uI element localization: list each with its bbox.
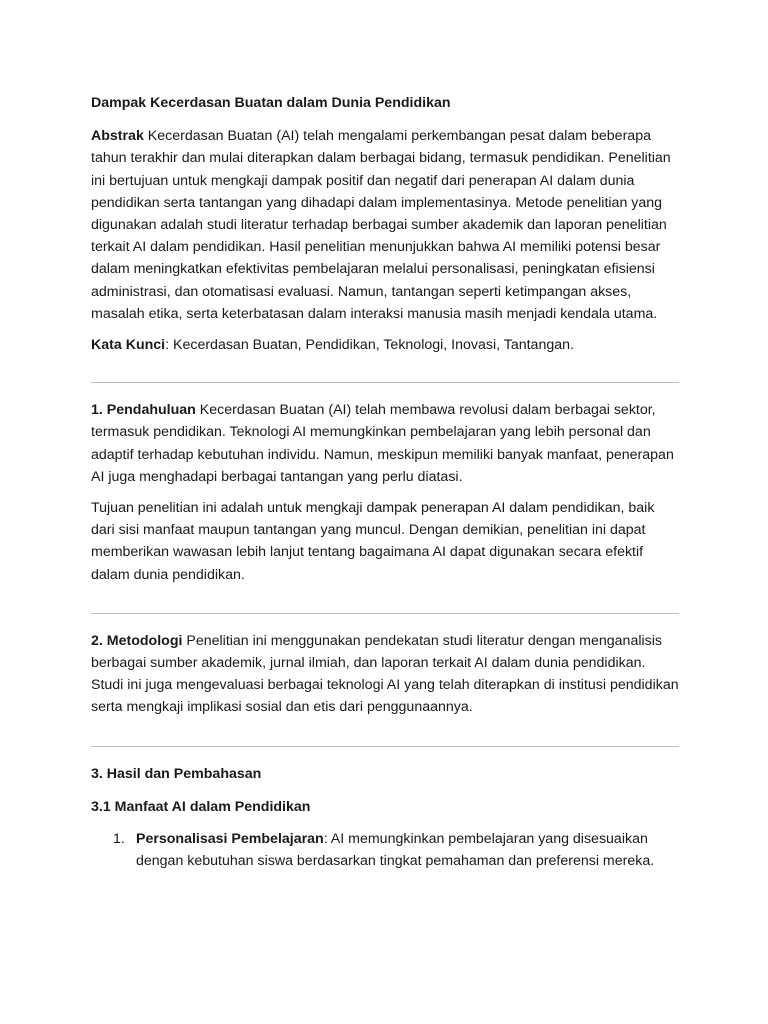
abstract-label: Abstrak <box>91 128 144 145</box>
section-divider <box>91 382 679 383</box>
methodology-heading: 2. Metodologi <box>91 632 183 649</box>
list-item-term: Personalisasi Pembelajaran <box>136 831 324 848</box>
benefits-subheading: 3.1 Manfaat AI dalam Pendidikan <box>91 798 311 815</box>
results-heading: 3. Hasil dan Pembahasan <box>91 765 262 782</box>
keywords-label: Kata Kunci <box>91 337 166 354</box>
list-item <box>91 828 679 872</box>
introduction-text-1: Kecerdasan Buatan (AI) telah membawa revolusi dalam berbagai sektor, termasuk pendidikan. Teknologi AI memungkinkan pembelajaran yang lebih personal dan adaptif terhadap kebutuhan individu. Namun, meskipun memiliki banyak manfaat, penerapan AI juga menghadapi berbagai tantangan yang perlu diatasi. <box>91 402 674 485</box>
methodology-paragraph <box>91 630 679 719</box>
list-item-text: : AI memungkinkan pembelajaran yang disesuaikan dengan kebutuhan siswa berdasarkan tingkat pemahaman dan preferensi mereka. <box>136 831 655 870</box>
keywords-paragraph <box>91 334 679 356</box>
document-page <box>91 92 679 872</box>
introduction-heading: 1. Pendahuluan <box>91 402 196 419</box>
benefits-list <box>91 828 679 872</box>
document-title: Dampak Kecerdasan Buatan dalam Dunia Pendidikan <box>91 95 451 111</box>
abstract-text: Kecerdasan Buatan (AI) telah mengalami perkembangan pesat dalam beberapa tahun terakhir dan mulai diterapkan dalam berbagai bidang, termasuk pendidikan. Penelitian ini bertujuan untuk mengkaji dampak positif dan negatif dari penerapan AI dalam dunia pendidikan serta tantangan yang dihadapi dalam implementasinya. Metode penelitian yang digunakan adalah studi literatur terhadap berbagai sumber akademik dan laporan penelitian terkait AI dalam pendidikan. Hasil penelitian menunjukkan bahwa AI memiliki potensi besar dalam meningkatkan efektivitas pembelajaran melalui personalisasi, peningkatan efisiensi administrasi, dan otomatisasi evaluasi. Namun, tantangan seperti ketimpangan akses, masalah etika, serta keterbatasan dalam interaksi manusia masih menjadi kendala utama. <box>91 128 671 322</box>
methodology-text: Penelitian ini menggunakan pendekatan studi literatur dengan menganalisis berbagai sumber akademik, jurnal ilmiah, dan laporan terkait AI dalam dunia pendidikan. Studi ini juga mengevaluasi berbagai teknologi AI yang telah diterapkan di institusi pendidikan serta mengkaji implikasi sosial dan etis dari penggunaannya. <box>91 632 679 716</box>
introduction-paragraph-1 <box>91 399 679 488</box>
introduction-paragraph-2: Tujuan penelitian ini adalah untuk mengkaji dampak penerapan AI dalam pendidikan, baik dari sisi manfaat maupun tantangan yang muncul. Dengan demikian, penelitian ini dapat memberikan wawasan lebih lanjut tentang bagaimana AI dapat digunakan secara efektif dalam dunia pendidikan. <box>91 500 655 583</box>
list-item-number: 1. <box>113 831 125 848</box>
section-divider <box>91 613 679 614</box>
keywords-text: : Kecerdasan Buatan, Pendidikan, Teknologi, Inovasi, Tantangan. <box>165 337 574 354</box>
section-divider <box>91 746 679 747</box>
abstract-paragraph <box>91 125 679 325</box>
